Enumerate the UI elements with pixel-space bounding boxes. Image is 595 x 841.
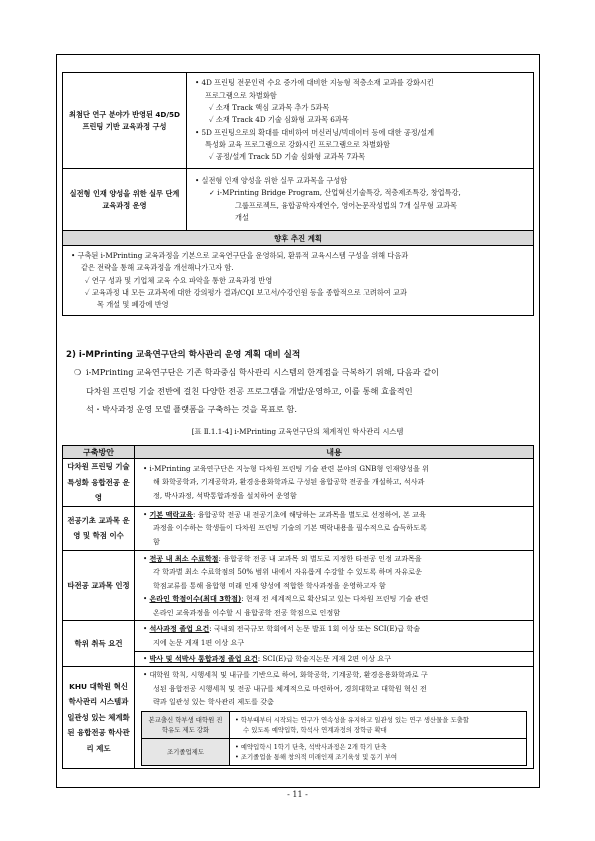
inner-label: 조기졸업제도 [142, 739, 230, 766]
row1-line: ✓ 소재 Track 핵심 교과목 추가 5과목 [209, 103, 330, 113]
para-line: i-MPrinting 교육연구단은 기존 학과중심 학사관리 시스템의 한계점을 극복하기 위해, 다음과 같이 [86, 367, 439, 377]
row1-line: • 4D 프린팅 전문인력 수요 증가에 대비한 지능형 적층소재 교과를 강화시킨 [195, 78, 434, 88]
table-row-content [135, 506, 534, 550]
table-row-label: KHU 대학원 혁신 학사관리 시스템과 일관성 있는 체계화된 융합전공 학사관리 제도 [63, 667, 135, 769]
table-row-label: 다차원 프린팅 기술 특성화 융합전공 운영 [63, 459, 135, 507]
bold-lead: 기본 맥락교육 [149, 509, 194, 519]
row-line: 온라인 교육과정을 이수할 시 융합공학 전공 학점으로 인정함 [153, 607, 341, 617]
inner-table [141, 711, 527, 766]
row-text: : 국내외 전국규모 학회에서 논문 발표 1회 이상 또는 SCI(E)급 학술 [209, 624, 421, 634]
divider [135, 651, 533, 666]
table-row-label: 타전공 교과목 인정 [63, 550, 135, 621]
curriculum-table [62, 72, 534, 316]
table-caption: [표 Ⅱ.1.1-4] i-MPrinting 교육연구단의 체계적인 학사관리 시스템 [191, 427, 404, 436]
row1-line: • 5D 프린팅으로의 확대를 대비하여 머신러닝/빅데이터 등에 대한 공정/설계 [195, 127, 435, 137]
plan-line: • 구축된 i-MPrinting 교육과정을 기본으로 교육연구단을 운영하되, 환류적 교육시스템 구성을 위해 다음과 [71, 251, 409, 260]
inner-line: • 예약입학시 1학기 단축, 석박사과정은 2개 학기 단축 [235, 743, 387, 752]
inner-label: 본교출신 학부생 대학원 진학유도 제도 강화 [142, 712, 230, 739]
row1-line: 특성화 교육 프로그램으로 강화시킨 프로그램으로 차별화함 [205, 139, 391, 149]
row-line: 학점교류를 통해 융합형 미래 인재 양성에 적합한 학사과정을 운영하고자 함 [153, 580, 386, 590]
row-text: : 융합공학 전공 내 교과목 외 별도로 지정한 타전공 인정 교과목을 [218, 553, 422, 563]
row-line: 각 학과별 최소 수료학점의 50% 범위 내에서 자유롭게 수강할 수 있도록 하며 자유로운 [153, 567, 422, 577]
row2-line: 그룹프로젝트, 융합공학자재연수, 영어논문작성법의 7개 실무형 교과목 [235, 200, 457, 210]
row-line: • i-MPrinting 교육연구단은 지능형 다차원 프린팅 기술 관련 분야의 GNB형 인재양성을 위 [143, 463, 429, 473]
row1-content [187, 73, 534, 169]
col-header-content: 내용 [135, 446, 534, 459]
plan-line: ✓ 교육과정 내 모든 교과목에 대한 강의평가 결과/CQI 보고서/수강인원 등을 종합적으로 고려하여 교과 [85, 287, 407, 297]
row1-line: ✓ 공정/설계 Track 5D 기술 심화형 교과목 7과목 [209, 152, 366, 162]
plan-content [63, 246, 534, 316]
table-row-label: 학위 취득 요건 [63, 621, 135, 667]
academic-management-table [62, 445, 534, 769]
bold-lead: 석사과정 졸업 요건 [149, 624, 210, 634]
row-line: 지에 논문 게재 1편 이상 요구 [153, 638, 245, 648]
row-line: 과정을 이수하는 학생들이 다차원 프린팅 기술의 기본 맥락내용을 필수적으로 습득하도록 [153, 523, 427, 533]
circle-bullet-icon: ❍ [74, 367, 82, 377]
table-row-content [135, 550, 534, 621]
row2-line: ✓ i-MPrinting Bridge Program, 산업혁신기술특강, 적층제조특강, 창업특강, [209, 188, 461, 198]
inner-content [230, 712, 527, 739]
para-line: 석・박사과정 운영 모델 플랫폼을 구축하는 것을 목표로 함. [86, 404, 297, 414]
bold-lead: 전공 내 최소 수료학점 [149, 553, 219, 563]
para-line: 다차원 프린팅 기술 전반에 걸친 다양한 전공 프로그램을 개발/운영하고, 이를 통해 효율적인 [86, 385, 413, 396]
table-row-content [135, 621, 534, 667]
row-line: • 기본 맥락교육: 융합공학 전공 내 전공기초에 해당하는 교과목을 별도로 선정하여, 본 교육 [143, 509, 426, 519]
plan-header: 향후 추진 계획 [63, 231, 534, 246]
inner-line: 수 있도록 예약입학, 학석사 연계과정의 장학금 확대 [243, 726, 387, 735]
row-line: • 대학원 학칙, 시행세칙 및 내규를 기반으로 하여, 화학공학, 기계공학, 환경응용화학과로 구 [143, 670, 428, 680]
plan-line: ✓ 연구 성과 및 기업체 교육 수요 파악을 통한 교육과정 반영 [85, 275, 273, 285]
row2-line: • 실전형 인재 양성을 위한 실무 교과목을 구성함 [195, 175, 348, 185]
section-heading: 2) i-MPrinting 교육연구단의 학사관리 운영 계획 대비 실적 [66, 350, 301, 360]
row-line: 해 화학공학과, 기계공학과, 환경응용화학과로 구성된 융합공학 전공을 개설하고, 석사과 [153, 477, 425, 487]
row-text: : 융합공학 전공 내 전공기초에 해당하는 교과목을 별도로 선정하여, 본 교육 [193, 509, 426, 519]
row1-label: 최첨단 연구 분야가 반영된 4D/5D 프린팅 기반 교육과정 구성 [63, 73, 187, 169]
row1-line: 프로그램으로 차별화함 [205, 90, 277, 100]
table-row-content [135, 667, 534, 769]
page-number: - 11 - [287, 790, 308, 799]
bold-lead: 온라인 학점이수(최대 3학점) [149, 594, 242, 604]
row-line: 함 [153, 536, 160, 546]
row-line: • 전공 내 최소 수료학점: 융합공학 전공 내 교과목 외 별도로 지정한 타전공 인정 교과목을 [143, 553, 422, 563]
row2-content [187, 169, 534, 231]
row-text: : 현재 전 세계적으로 확산되고 있는 다차원 프린팅 기술 관련 [241, 594, 429, 604]
row1-line: ✓ 소재 Track 4D 기술 심화형 교과목 6과목 [209, 115, 349, 125]
plan-line: 같은 전략을 통해 교육과정을 개선해나가고자 함. [81, 263, 234, 273]
table-row-label: 전공기초 교과목 운영 및 학점 이수 [63, 506, 135, 550]
bold-lead: 박사 및 석박사 통합과정 졸업 요건 [149, 653, 258, 663]
section-paragraph [74, 363, 534, 419]
table-row-content [135, 459, 534, 507]
inner-content [230, 739, 527, 766]
row-line: 성된 융합전공 시행세칙 및 전공 내규를 체계적으로 마련하여, 경희대학교 대학원 혁신 전 [153, 683, 427, 693]
row-line: • 박사 및 석박사 통합과정 졸업 요건: SCI(E)급 학술지논문 게재 2편 이상 요구 [143, 653, 392, 663]
col-header-method: 구축방안 [63, 446, 135, 459]
inner-line: • 학부때부터 시작되는 연구가 연속성을 유지하고 일관성 있는 연구 생산물을 도출할 [235, 716, 469, 725]
row2-label: 실전형 인재 양성을 위한 실무 단계 교육과정 운영 [63, 169, 187, 231]
plan-line: 목 개설 및 폐강에 반영 [97, 300, 169, 310]
row-line: • 온라인 학점이수(최대 3학점): 현재 전 세계적으로 확산되고 있는 다차원 프린팅 기술 관련 [143, 594, 429, 604]
row-line: 정, 박사과정, 석박통합과정을 설치하여 운영함 [153, 491, 297, 501]
row-text: : SCI(E)급 학술지논문 게재 2편 이상 요구 [257, 653, 392, 663]
row-line: 략과 일관성 있는 학사관리 제도를 갖춤 [153, 697, 274, 707]
inner-line: • 조기졸업을 통해 창의적 미래인재 조기육성 및 동기 부여 [235, 753, 398, 762]
row2-line: 개설 [235, 212, 249, 222]
row-line: • 석사과정 졸업 요건: 국내외 전국규모 학회에서 논문 발표 1회 이상 또는 SCI(E)급 학술 [143, 624, 421, 634]
